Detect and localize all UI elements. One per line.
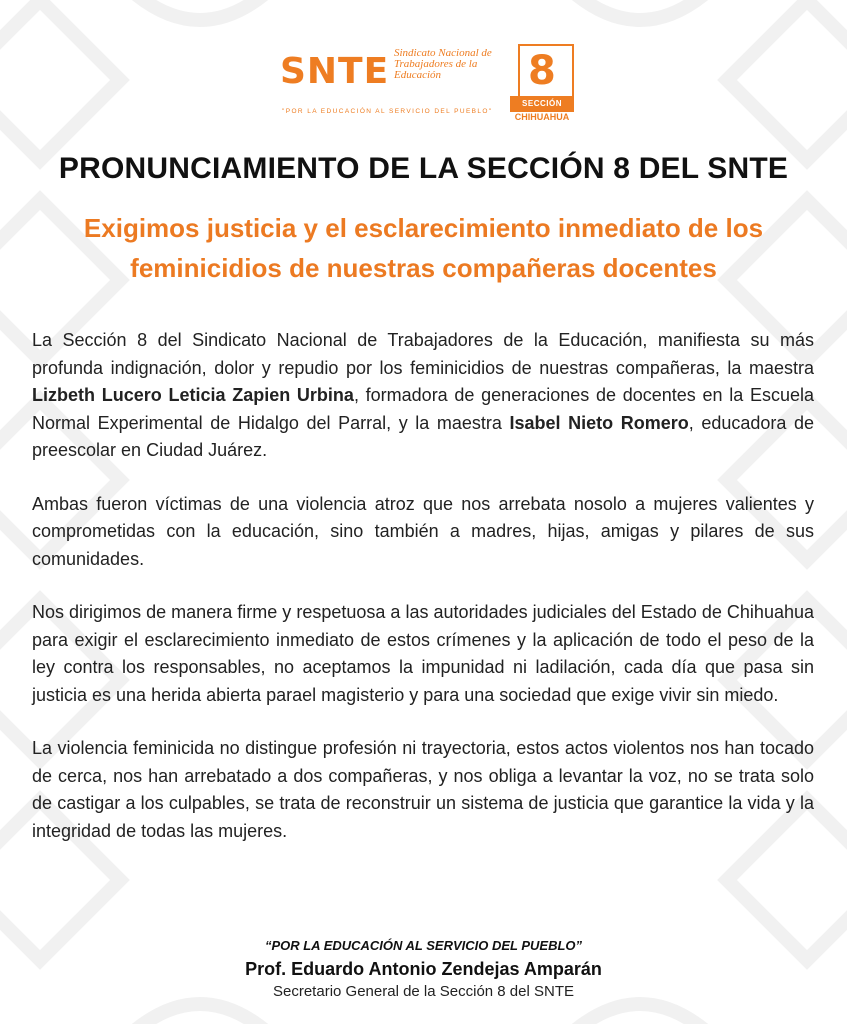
snte-logo-name: Sindicato Nacional de Trabajadores de la Educación: [394, 47, 492, 81]
paragraph-3: Nos dirigimos de manera firme y respetuosa a las autoridades judiciales del Estado de Chihuahua para exigir el esclarecimiento inmediato de estos crímenes y la aplicación de todo el peso de la ley contra los responsables, no aceptamos la impunidad ni ladilación, cada día que pasa sin justicia es una herida abierta parael magisterio y para una sociedad que exige vivir sin miedo.: [32, 602, 814, 705]
header-logo: [0, 44, 847, 126]
paragraph-1: La Sección 8 del Sindicato Nacional de Trabajadores de la Educación, manifiesta su más profunda indignación, dolor y repudio por los feminicidios de nuestras compañeras, la maestra Lizbeth Lucero Leticia Zapien Urbina, formadora de generaciones de docentes en la Escuela Normal Experimental de Hidalgo del Parral, y la maestra Isabel Nieto Romero, educadora de preescolar en Ciudad Juárez.: [32, 330, 815, 460]
snte-logo: [280, 51, 390, 92]
victim-name-1: Lizbeth Lucero Leticia Zapien Urbina: [32, 385, 354, 405]
signer-name: Prof. Eduardo Antonio Zendejas Amparán: [245, 959, 602, 979]
victim-name-2: Isabel Nieto Romero: [509, 412, 689, 433]
section-state: CHIHUAHUA: [514, 112, 570, 122]
page-subtitle: Exigimos justicia y el esclarecimiento inmediato de los feminicidios de nuestras compañeras docentes: [83, 213, 764, 283]
closing-motto: “POR LA EDUCACIÓN AL SERVICIO DEL PUEBLO”: [264, 938, 583, 953]
signature-block: [0, 936, 847, 1002]
snte-logo-motto: "POR LA EDUCACIÓN AL SERVICIO DEL PUEBLO": [282, 108, 493, 115]
statement-body: [32, 327, 814, 871]
signer-role: Secretario General de la Sección 8 del SNTE: [273, 983, 574, 1000]
section-label: SECCIÓN: [510, 96, 574, 112]
section-number: 8: [528, 48, 556, 94]
page-title: PRONUNCIAMIENTO DE LA SECCIÓN 8 DEL SNTE: [58, 152, 789, 185]
snte-logo-word: SNTE: [280, 51, 390, 92]
section-badge: [510, 44, 574, 126]
paragraph-4: La violencia feminicida no distingue profesión ni trayectoria, estos actos violentos nos han tocado de cerca, nos han arrebatado a dos compañeras, y nos obliga a levantar la voz, no se trata solo de castigar a los culpables, se trata de reconstruir un sistema de justicia que garantice la vida y la integridad de todas las mujeres.: [32, 738, 814, 841]
paragraph-2: Ambas fueron víctimas de una violencia atroz que nos arrebata nosolo a mujeres valientes y comprometidas con la educación, sino también a madres, hijas, amigas y pilares de sus comunidades.: [32, 493, 814, 569]
